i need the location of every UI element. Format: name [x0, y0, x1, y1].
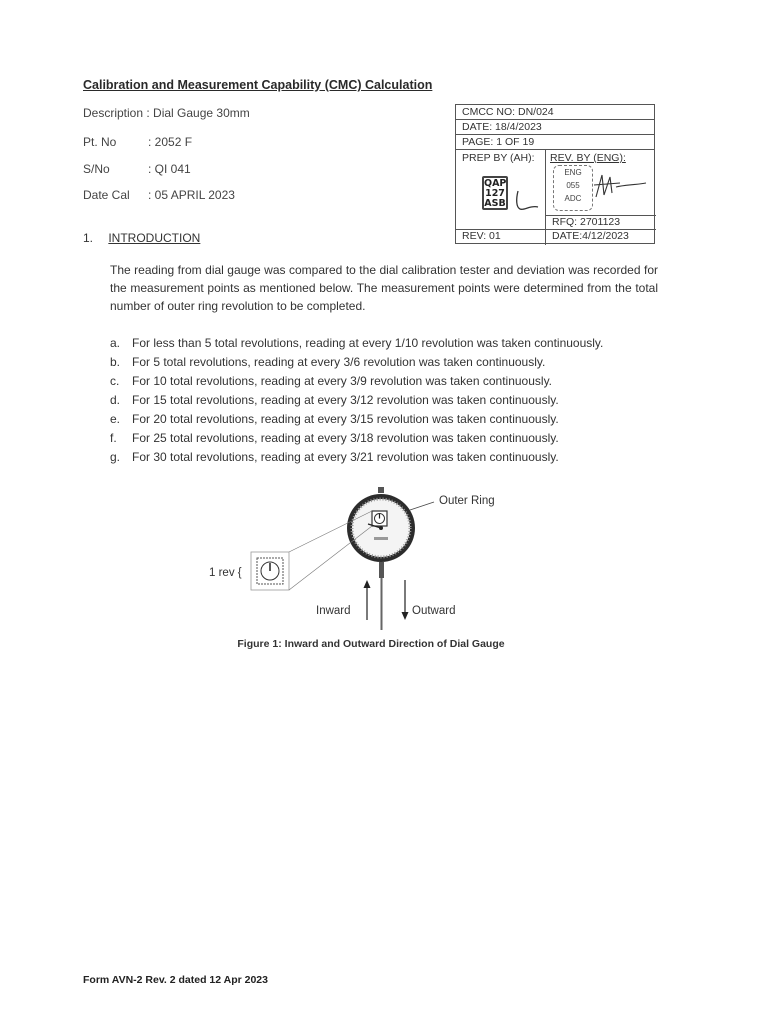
inward-arrow-icon — [364, 580, 371, 588]
form-footer: Form AVN-2 Rev. 2 dated 12 Apr 2023 — [83, 974, 268, 986]
prep-signature-icon — [512, 189, 542, 215]
eng-stamp: ENG 055 ADC — [553, 165, 593, 211]
serial-no-value: : QI 041 — [148, 162, 191, 176]
intro-paragraph: The reading from dial gauge was compared to the dial calibration tester and deviation was recorded for the measurement points as mentioned below. The measurement points were determined from the total number of outer ring revolution to be completed. — [110, 263, 658, 313]
rev-by-label: REV. BY (ENG): — [550, 152, 626, 164]
cmcc-no: CMCC NO: DN/024 — [456, 105, 654, 120]
list-item: g. For 30 total revolutions, reading at every 3/21 revolution was taken continuously. — [110, 450, 559, 464]
inward-label: Inward — [316, 605, 351, 617]
date-cal-value: : 05 APRIL 2023 — [148, 188, 235, 202]
list-item: d. For 15 total revolutions, reading at every 3/12 revolution was taken continuously. — [110, 393, 559, 407]
description-line — [83, 106, 250, 120]
date-cal-label: Date Cal — [83, 188, 130, 202]
section-heading — [83, 231, 200, 245]
document-title: Calibration and Measurement Capability (CMC) Calculation — [83, 78, 433, 92]
one-rev-label: 1 rev { — [209, 567, 242, 579]
figure-caption: Figure 1: Inward and Outward Direction of Dial Gauge — [237, 638, 505, 650]
list-item: e. For 20 total revolutions, reading at every 3/15 revolution was taken continuously. — [110, 412, 559, 426]
serial-no-label: S/No — [83, 162, 110, 176]
qap-stamp: QAP 127 ASB — [484, 178, 507, 209]
description-label: Description : — [83, 106, 150, 120]
outer-ring-label: Outer Ring — [439, 495, 495, 507]
control-date: DATE: 18/4/2023 — [456, 120, 654, 135]
list-item: a. For less than 5 total revolutions, reading at every 1/10 revolution was taken continuously. — [110, 336, 604, 350]
rev-signature-icon — [590, 171, 650, 203]
section-title: INTRODUCTION — [108, 231, 201, 245]
list-item: f. For 25 total revolutions, reading at every 3/18 revolution was taken continuously. — [110, 431, 559, 445]
measurement-points-list — [110, 334, 670, 467]
rfq-number: RFQ: 2701123 — [552, 216, 621, 228]
document-control-box — [455, 104, 655, 244]
dial-gauge-figure — [200, 484, 520, 634]
list-item: c. For 10 total revolutions, reading at every 3/9 revolution was taken continuously. — [110, 374, 553, 388]
description-value: Dial Gauge 30mm — [153, 106, 250, 120]
pt-no-label: Pt. No — [83, 135, 117, 149]
revision-date: DATE:4/12/2023 — [552, 230, 629, 242]
list-item: b. For 5 total revolutions, reading at every 3/6 revolution was taken continuously. — [110, 355, 546, 369]
outward-arrow-icon — [402, 612, 409, 620]
page-count: PAGE: 1 OF 19 — [456, 135, 654, 150]
outward-label: Outward — [412, 605, 456, 617]
revision-number: REV: 01 — [462, 230, 501, 242]
section-number: 1. — [83, 231, 94, 245]
pt-no-value: : 2052 F — [148, 135, 193, 149]
prep-by-label: PREP BY (AH): — [462, 152, 535, 164]
